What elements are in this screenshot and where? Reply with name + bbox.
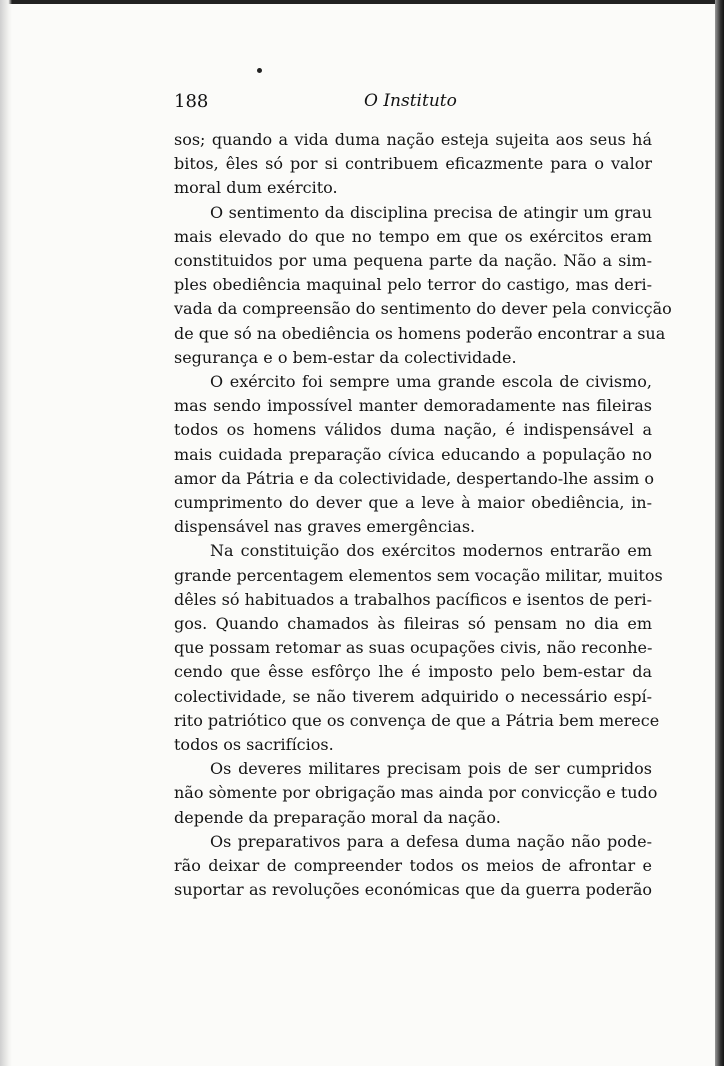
- body-text: [174, 128, 672, 903]
- text-line: mas sendo impossível manter demoradamente nas fileiras: [174, 396, 652, 416]
- text-line: vada da compreensão do sentimento do dever pela convicção: [174, 299, 672, 319]
- text-line: amor da Pátria e da colectividade, despertando-lhe assim o: [174, 468, 655, 488]
- text-line: gos. Quando chamados às fileiras só pensam no dia em: [174, 614, 652, 634]
- text-line: ples obediência maquinal pelo terror do castigo, mas deri-: [174, 275, 652, 295]
- text-line: Os preparativos para a defesa duma nação não pode-: [210, 831, 652, 851]
- text-line: Na constituição dos exércitos modernos entrarão em: [210, 541, 652, 561]
- text-line: de que só na obediência os homens poderão encontrar a sua: [174, 323, 666, 343]
- text-line: sos; quando a vida duma nação esteja sujeita aos seus há: [174, 130, 652, 149]
- text-line: segurança e o bem-estar da colectividade.: [174, 347, 517, 367]
- text-line: depende da preparação moral da nação.: [174, 807, 501, 827]
- text-line: moral dum exército.: [174, 178, 338, 198]
- text-line: todos os sacrifícios.: [174, 735, 334, 755]
- text-line: cumprimento do dever que a leve à maior obediência, in-: [174, 493, 652, 513]
- binding-shadow: [0, 0, 12, 1066]
- page-number: 188: [174, 91, 209, 112]
- text-line: dispensável nas graves emergências.: [174, 517, 476, 537]
- text-line: suportar as revoluções económicas que da guerra poderão: [174, 880, 652, 900]
- text-line: colectividade, se não tiverem adquirido o necessário espí-: [174, 686, 652, 706]
- text-line: constituidos por uma pequena parte da nação. Não a sim-: [174, 251, 652, 271]
- text-line: grande percentagem elementos sem vocação militar, muitos: [174, 565, 663, 585]
- text-line: mais elevado do que no tempo em que os exércitos eram: [174, 226, 652, 246]
- running-head: [174, 91, 652, 117]
- text-line: que possam retomar as suas ocupações civis, não reconhe-: [174, 638, 653, 658]
- text-line: todos os homens válidos duma nação, é indispensável a: [174, 420, 652, 440]
- print-mark: [257, 68, 262, 73]
- text-line: cendo que êsse esfôrço lhe é imposto pelo bem-estar da: [174, 662, 652, 682]
- text-line: O sentimento da disciplina precisa de atingir um grau: [210, 202, 652, 222]
- text-line: mais cuidada preparação cívica educando a população no: [174, 444, 652, 464]
- text-line: Os deveres militares precisam pois de ser cumpridos: [210, 759, 652, 779]
- scan-top-edge: [0, 0, 724, 4]
- running-title: O Instituto: [364, 91, 457, 111]
- text-line: rão deixar de compreender todos os meios de afrontar e: [174, 856, 652, 876]
- text-line: O exército foi sempre uma grande escola de civismo,: [210, 372, 652, 392]
- text-line: rito patriótico que os convença de que a Pátria bem merece: [174, 710, 660, 730]
- text-line: bitos, êles só por si contribuem eficazmente para o valor: [174, 154, 652, 174]
- text-line: dêles só habituados a trabalhos pacíficos e isentos de peri-: [174, 589, 652, 609]
- text-line: não sòmente por obrigação mas ainda por convicção e tudo: [174, 783, 658, 803]
- scan-right-edge: [715, 0, 724, 1066]
